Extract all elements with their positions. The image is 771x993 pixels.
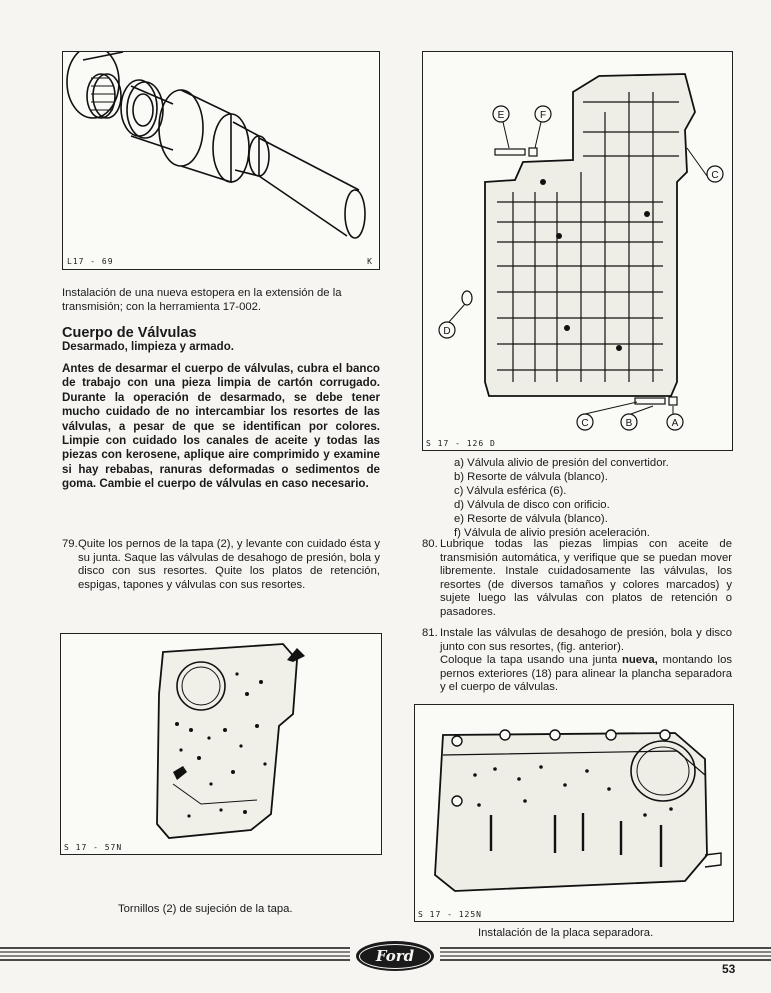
callout-d: D — [443, 326, 451, 337]
figure-caption: Instalación de la placa separadora. — [478, 927, 654, 939]
step-text-b-emphasis: nueva, — [621, 654, 658, 667]
separator-plate-illustration — [415, 705, 733, 921]
legend-item: e) Resorte de válvula (blanco). — [454, 513, 608, 525]
valve-body-illustration — [423, 52, 732, 450]
step-text-b-pre: Coloque la tapa usando una junta — [440, 654, 622, 667]
step-80 — [422, 538, 732, 620]
figure-caption: Instalación de una nueva estopera en la extensión de la transmisión; con la herramienta 17-002. — [62, 287, 342, 313]
valve-legend — [454, 456, 724, 540]
page-number: 53 — [722, 962, 736, 976]
step-81 — [422, 627, 732, 695]
step-number: 80. — [422, 538, 438, 550]
seal-installer-tool-illustration — [63, 52, 379, 269]
step-text — [440, 627, 732, 695]
legend-item: f) Válvula de alivio presión aceleración. — [454, 527, 650, 539]
section-intro: Antes de desarmar el cuerpo de válvulas, cubra el banco de trabajo con una pieza limpia de cartón corrugado. Durante la operación de desarmado, se debe tener mucho cuidado de no intercambiar los resortes de las válvulas, a pesar de que se identifican por colores. Limpie con cuidado los canales de aceite y todas las piezas con kerosene, aplique aire comprimido y examine si hay rebabas, ranuras deformadas o sedimentos de goma. Cambie el cuerpo de válvulas en caso necesario. — [62, 362, 380, 491]
section-subtitle: Desarmado, limpieza y armado. — [62, 341, 234, 353]
figure-letter: K — [367, 257, 373, 266]
callout-b: B — [625, 418, 633, 429]
step-text: Lubrique todas las piezas limpias con aceite de transmisión automática, y verifique que se puedan mover libremente. Instale cuidadosamente las válvulas, los resortes (de diversos tamaños y colores marcados) y sujete luego las válvulas con platos de retención o pasadores. — [440, 538, 732, 618]
step-number: 79. — [62, 538, 78, 550]
callout-f: F — [539, 110, 547, 121]
callout-a: A — [671, 418, 679, 429]
figure-valve-body-cover — [60, 633, 382, 855]
legend-item: d) Válvula de disco con orificio. — [454, 499, 610, 511]
ford-logo — [356, 941, 434, 971]
step-text-b — [440, 654, 732, 695]
step-79 — [62, 538, 380, 592]
step-text: Quite los pernos de la tapa (2), y levante con cuidado ésta y su junta. Saque las válvulas de desahogo de presión, bola y disco con sus resortes. Quite los platos de retención, espigas, tapones y válvulas con sus resortes. — [78, 538, 380, 591]
legend-item: c) Válvula esférica (6). — [454, 485, 567, 497]
ford-logo-text: Ford — [375, 947, 415, 965]
step-number: 81. — [422, 627, 438, 639]
legend-item: a) Válvula alivio de presión del convertidor. — [454, 457, 669, 469]
figure-valve-body-exploded — [422, 51, 733, 451]
step-text-a: Instale las válvulas de desahogo de presión, bola y disco junto con sus resortes, (fig. anterior). — [440, 627, 732, 653]
figure-tag: S 17 - 125N — [418, 910, 482, 919]
figure-separator-plate — [414, 704, 734, 922]
figure-tag: L17 - 69 — [67, 257, 114, 266]
callout-c: C — [711, 170, 719, 181]
valve-body-cover-illustration — [61, 634, 381, 854]
callout-c-lower: C — [581, 418, 589, 429]
figure-caption: Tornillos (2) de sujeción de la tapa. — [118, 903, 293, 915]
step-text-b-post: montando los pernos exteriores (18) para alinear la plancha separadora y el cuerpo de válvulas. — [440, 654, 732, 694]
section-title: Cuerpo de Válvulas — [62, 325, 197, 341]
figure-tag: S 17 - 57N — [64, 843, 123, 852]
callout-e: E — [497, 110, 505, 121]
figure-seal-installation — [62, 51, 380, 270]
figure-tag: S 17 - 126 D — [426, 439, 496, 448]
legend-item: b) Resorte de válvula (blanco). — [454, 471, 608, 483]
